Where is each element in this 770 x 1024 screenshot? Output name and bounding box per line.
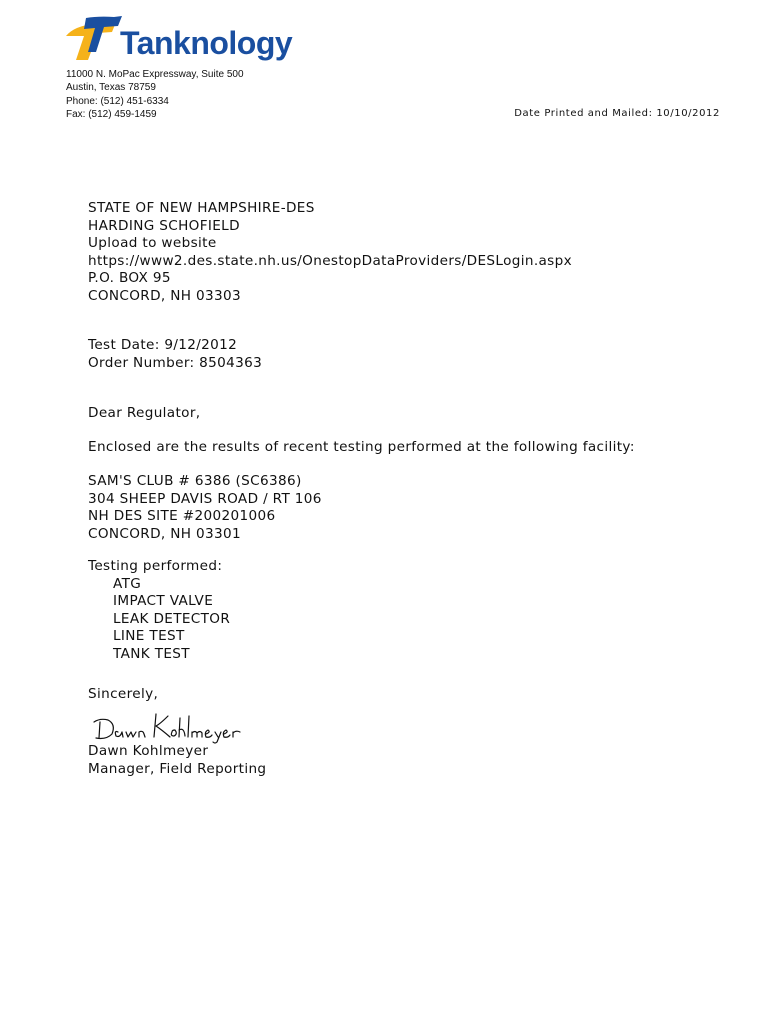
signer-name: Dawn Kohlmeyer — [88, 743, 209, 759]
address-line: Phone: (512) 451-6334 — [66, 95, 169, 107]
recipient-line: STATE OF NEW HAMPSHIRE-DES — [88, 200, 315, 216]
testing-item: LEAK DETECTOR — [113, 610, 231, 627]
intro-paragraph: Enclosed are the results of recent testing performed at the following facility: — [88, 439, 635, 455]
handwritten-signature — [90, 708, 260, 744]
testing-block — [88, 558, 230, 664]
date-printed: Date Printed and Mailed: 10/10/2012 — [514, 108, 720, 119]
signer-title: Manager, Field Reporting — [88, 760, 267, 777]
test-date: Test Date: 9/12/2012 — [88, 337, 238, 353]
recipient-block — [88, 200, 572, 306]
recipient-line: P.O. BOX 95 — [88, 270, 171, 287]
facility-line: SAM'S CLUB # 6386 (SC6386) — [88, 473, 302, 489]
recipient-line: Upload to website — [88, 235, 217, 252]
recipient-line: CONCORD, NH 03303 — [88, 287, 242, 304]
address-line: 11000 N. MoPac Expressway, Suite 500 — [66, 69, 244, 80]
testing-item: TANK TEST — [113, 645, 190, 662]
order-number: Order Number: 8504363 — [88, 354, 263, 371]
facility-block — [88, 473, 322, 543]
address-line: Fax: (512) 459-1459 — [66, 108, 157, 120]
recipient-line: HARDING SCHOFIELD — [88, 217, 240, 234]
company-name: Tanknology — [120, 25, 293, 61]
facility-line: 304 SHEEP DAVIS ROAD / RT 106 — [88, 490, 322, 507]
company-logo — [64, 14, 344, 68]
testing-item: LINE TEST — [113, 628, 185, 645]
test-info — [88, 337, 262, 372]
testing-item: IMPACT VALVE — [113, 593, 214, 610]
recipient-url: https://www2.des.state.nh.us/OnestopDataProviders/DESLogin.aspx — [88, 252, 572, 269]
facility-line: CONCORD, NH 03301 — [88, 525, 242, 542]
tanknology-logo-icon — [64, 14, 124, 68]
address-line: Austin, Texas 78759 — [66, 82, 156, 94]
company-address — [66, 68, 244, 121]
testing-item: ATG — [113, 575, 142, 592]
salutation: Dear Regulator, — [88, 405, 201, 421]
facility-line: NH DES SITE #200201006 — [88, 508, 276, 525]
testing-heading: Testing performed: — [88, 558, 223, 574]
signer-block — [88, 743, 266, 778]
closing: Sincerely, — [88, 686, 159, 702]
